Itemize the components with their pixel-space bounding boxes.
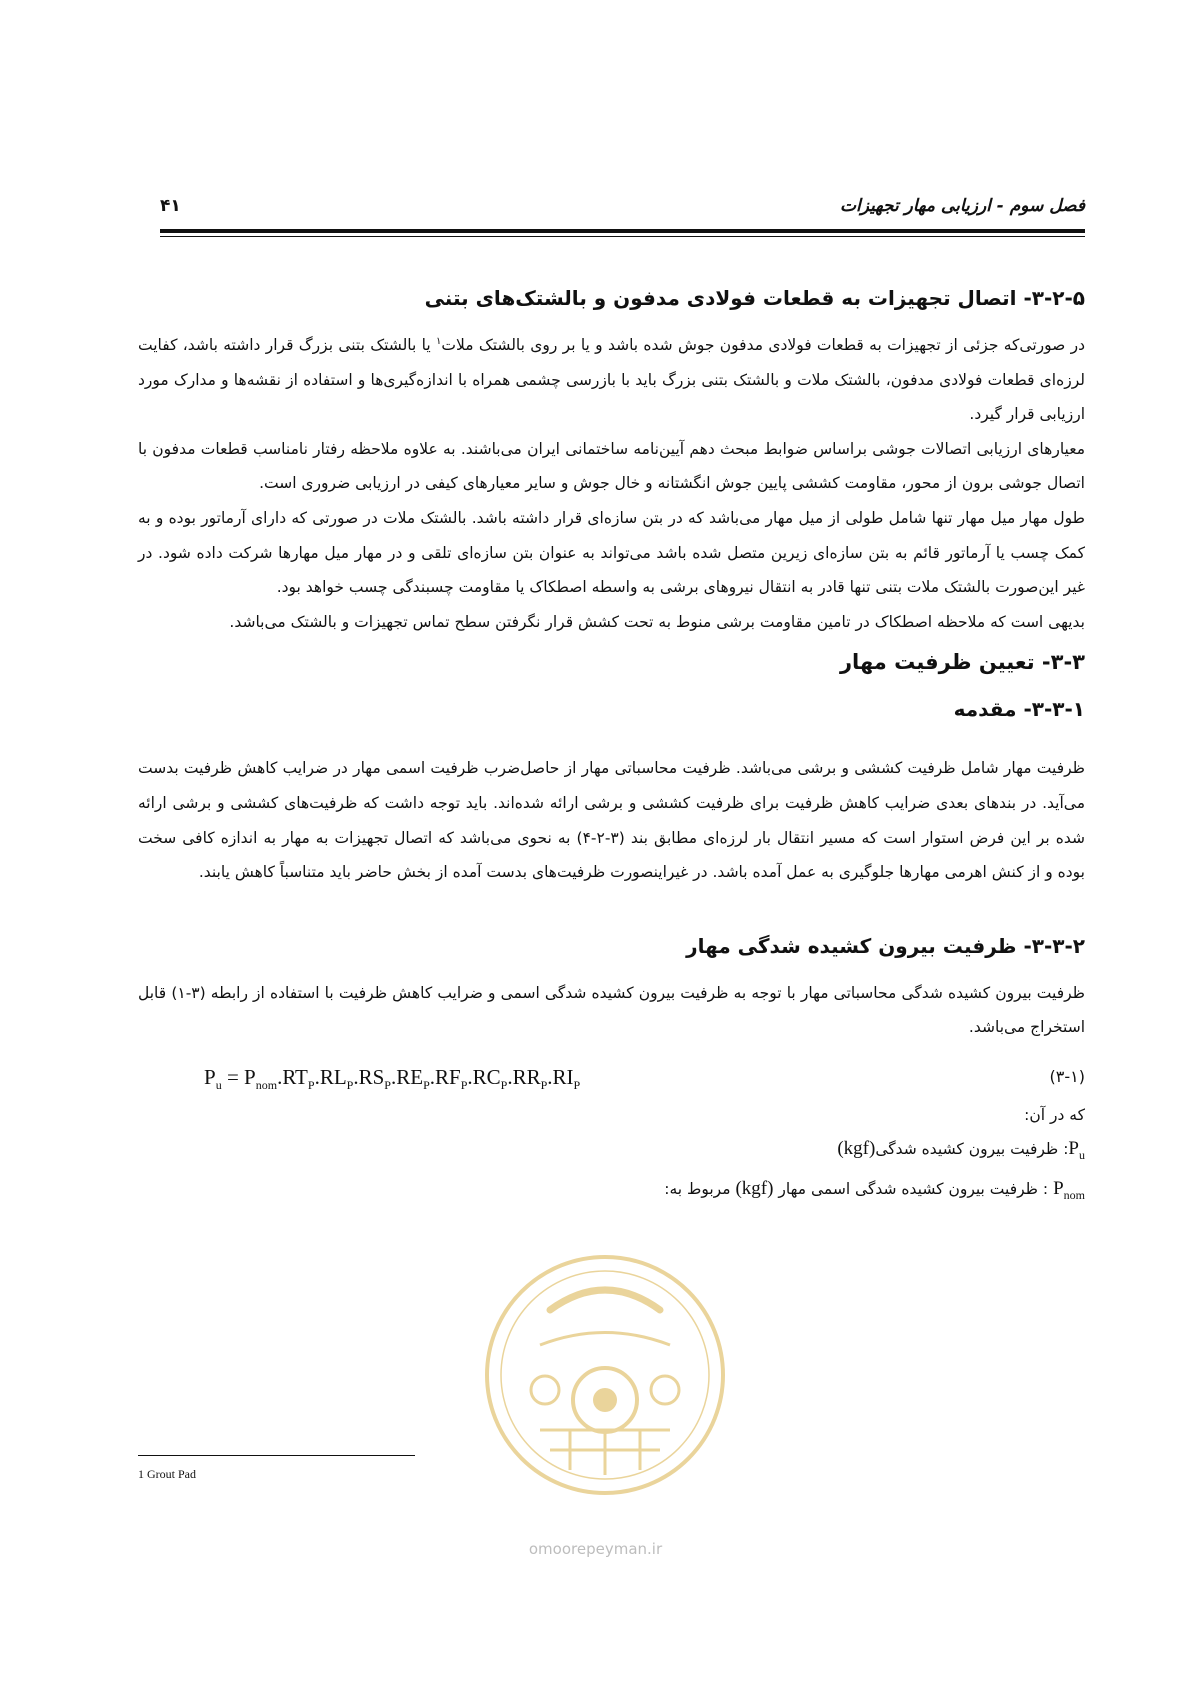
where-label: که در آن: (1024, 1105, 1085, 1124)
section-3-2-5-paragraph-3: طول مهار میل مهار تنها شامل طولی از میل مهار می‌باشد که در بتن سازه‌ای قرار داشته باشد. بالشتک ملات در صورتی که دارای آرماتور بوده و به کمک چسب یا آرماتور قائم به بتن سازه‌ای زیرین متصل شده باشد می‌تواند به عنوان بتن سازه‌ای تلقی و در مهار میل مهارها شرکت داده شود. در غیر این‌صورت بالشتک ملات بتنی تنها قادر به انتقال نیروهای برشی به واسطه اصطکاک یا مقاومت چسبندگی چسب خواهد بود. (138, 508, 1085, 597)
section-3-3-1-paragraph: ظرفیت مهار شامل ظرفیت کششی و برشی می‌باشد. ظرفیت محاسباتی مهار از حاصل‌ضرب ظرفیت اسمی مهار در ضرایب کاهش ظرفیت بدست می‌آید. در بندهای بعدی ضرایب کاهش ظرفیت برای ظرفیت کششی و برشی ارائه شده‌اند. باید توجه داشت که ظرفیت‌های کششی و برشی ارائه شده بر این فرض استوار است که مسیر انتقال بار لرزه‌ای مطابق بند (۳-۲-۴) به نحوی می‌باشد که اتصال تجهیزات به مهار به اندازه کافی سخت بوده و از کنش اهرمی مهارها جلوگیری به عمل آمده باشد. در غیراینصورت ظرفیت‌های بدست آمده از بخش حاضر باید متناسباً کاهش یابند. (138, 759, 1085, 882)
definition-pu: $P_u$: ظرفیت بیرون کشیده شدگی(kgf) (837, 1137, 1085, 1162)
section-3-2-5-paragraph-1 (138, 328, 1085, 432)
section-3-2-5-title: ۳-۲-۵- اتصال تجهیزات به قطعات فولادی مدفون و بالشتک‌های بتنی (424, 286, 1085, 310)
equation-expression: $P_u = P_{nom}.RT_P.RL_P.RS_P.RE_P.RF_P.RC_P.RR_P.RI_P$ (204, 1064, 581, 1093)
definitions (138, 1099, 1085, 1212)
section-3-3-2-title: ۳-۳-۲- ظرفیت بیرون کشیده شدگی مهار (686, 933, 1085, 958)
chapter-title: فصل سوم - ارزیابی مهار تجهیزات (839, 196, 1085, 216)
equation-number: (۳-۱) (1049, 1066, 1085, 1086)
equation-3-1 (138, 1065, 1085, 1099)
page-number: ۴۱ (160, 196, 181, 216)
footnote-ref[interactable]: ۱ (436, 335, 442, 347)
section-3-2-5-paragraph-2: معیارهای ارزیابی اتصالات جوشی براساس ضوابط مبحث دهم آیین‌نامه ساختمانی ایران می‌باشند. به علاوه ملاحظه رفتار نامناسب قطعات مدفون با اتصال جوشی برون از محور، مقاومت کششی پایین جوش انگشتانه و خال جوش و سایر معیارهای کیفی در ارزیابی ضروری است. (138, 439, 1085, 493)
footnote: 1 Grout Pad (138, 1467, 196, 1481)
section-3-3-title: ۳-۳- تعیین ظرفیت مهار (839, 650, 1085, 675)
watermark-url: omoorepeyman.ir (528, 1540, 663, 1558)
watermark-seal-icon (480, 1250, 730, 1500)
section-3-3-1-title: ۳-۳-۱- مقدمه (953, 697, 1085, 722)
page-body (138, 282, 1085, 1212)
section-3-3-2-paragraph: ظرفیت بیرون کشیده شدگی محاسباتی مهار با توجه به ظرفیت بیرون کشیده شدگی اسمی و ضرایب کاهش ظرفیت با استفاده از رابطه (۳-۱) قابل استخراج می‌باشد. (138, 983, 1085, 1037)
header-rule-thick (160, 229, 1085, 233)
definition-pnom: $P_{nom}$ : ظرفیت بیرون کشیده شدگی اسمی مهار (kgf) مربوط به: (664, 1177, 1085, 1202)
footnote-rule (138, 1455, 415, 1456)
section-3-2-5-paragraph-4: بدیهی است که ملاحظه اصطکاک در تامین مقاومت برشی منوط به تحت کشش قرار نگرفتن سطح تماس تجهیزات و بالشتک می‌باشد. (229, 612, 1085, 631)
paragraph-1-text-a: در صورتی‌که جزئی از تجهیزات به قطعات فولادی مدفون جوش شده باشد و یا بر روی بالشتک ملات (441, 336, 1085, 354)
paragraph-1-text-b: یا بالشتک بتنی بزرگ قرار داشته باشد، کفایت لرزه‌ای قطعات فولادی مدفون، بالشتک ملات و بالشتک بتنی بزرگ باید با بازرسی چشمی همراه با اندازه‌گیری‌ها و استفاده از نقشه‌ها و مدارک مورد ارزیابی قرار گیرد. (138, 336, 1085, 424)
header-rule-thin (160, 236, 1085, 237)
page-header (160, 196, 1085, 220)
